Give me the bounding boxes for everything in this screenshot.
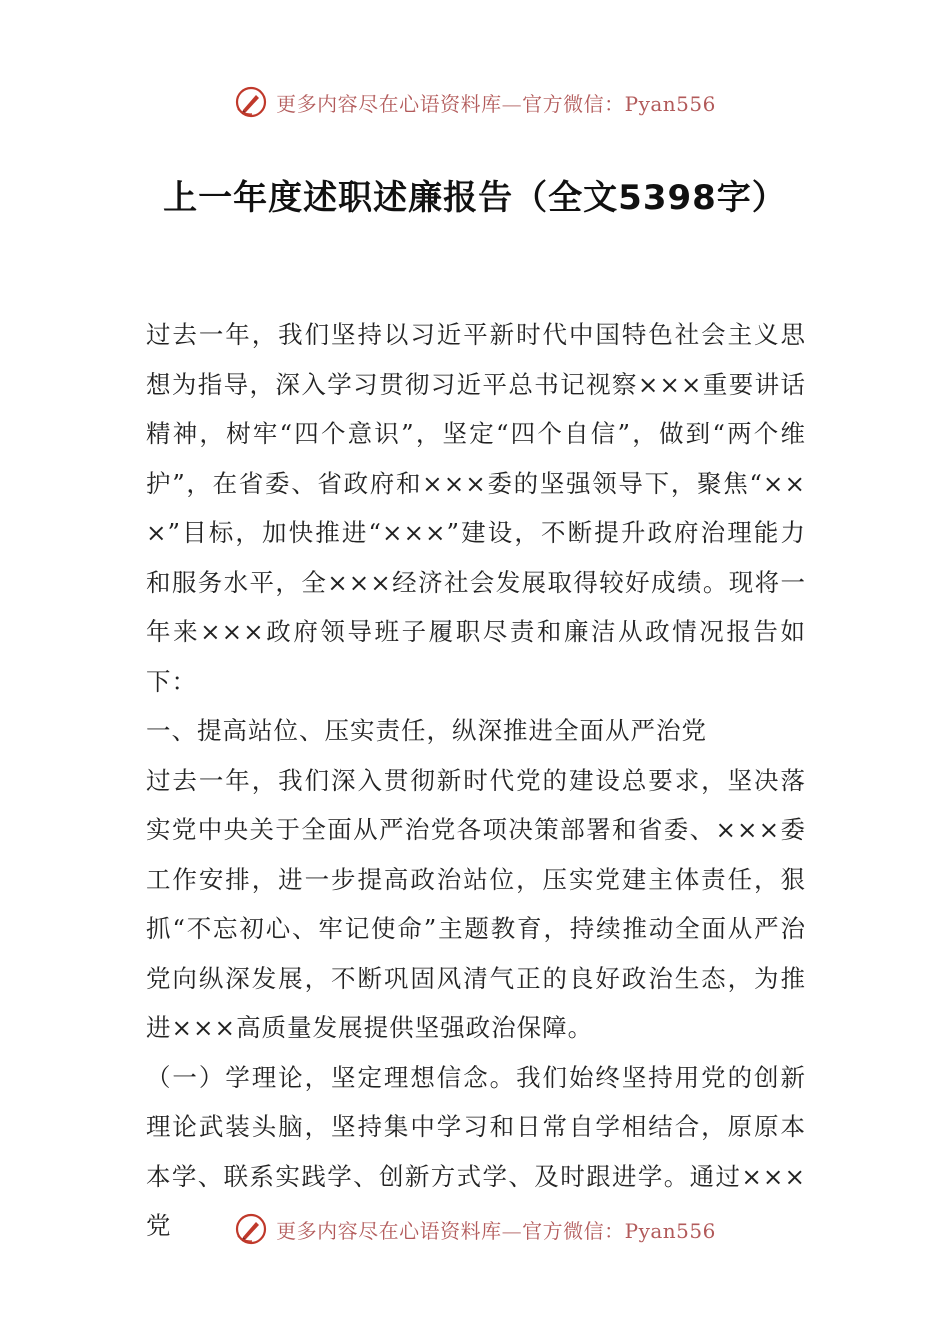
body-paragraph: 过去一年，我们深入贯彻新时代党的建设总要求，坚决落实党中央关于全面从严治党各项决策部署和省委、×××委工作安排，进一步提高政治站位，压实党建主体责任，狠抓“不忘初心、牢记使命”主题教育，持续推动全面从严治党向纵深发展，不断巩固风清气正的良好政治生态，为推进×××高质量发展提供坚强政治保障。 [146, 765, 806, 1042]
section-heading: 一、提高站位、压实责任，纵深推进全面从严治党 [146, 716, 707, 745]
footer-banner [0, 1209, 950, 1249]
header-banner-separator: — [501, 91, 523, 116]
footer-banner-text [276, 1215, 716, 1244]
footer-banner-suffix: 官方微信：Pyan556 [522, 1218, 716, 1243]
pen-logo-icon [234, 85, 268, 119]
footer-banner-separator: — [501, 1218, 523, 1243]
body-paragraph: 过去一年，我们坚持以习近平新时代中国特色社会主义思想为指导，深入学习贯彻习近平总书记视察×××重要讲话精神，树牢“四个意识”，坚定“四个自信”，做到“两个维护”，在省委、省政府和×××委的坚强领导下，聚焦“×××”目标，加快推进“×××”建设，不断提升政府治理能力和服务水平，全×××经济社会发展取得较好成绩。现将一年来×××政府领导班子履职尽责和廉洁从政情况报告如下： [146, 320, 806, 696]
footer-banner-main: 更多内容尽在心语资料库 [276, 1218, 502, 1243]
document-body [146, 310, 806, 1251]
subsection-paragraph: （一）学理论，坚定理想信念。我们始终坚持用党的创新理论武装头脑，坚持集中学习和日常自学相结合，原原本本学、联系实践学、创新方式学、及时跟进学。通过×××党 [146, 1062, 806, 1240]
document-title: 上一年度述职述廉报告（全文5398字） [163, 178, 787, 218]
header-banner-main: 更多内容尽在心语资料库 [276, 91, 502, 116]
header-banner [0, 82, 950, 122]
header-banner-text [276, 88, 716, 117]
header-banner-suffix: 官方微信：Pyan556 [522, 91, 716, 116]
pen-logo-icon [234, 1212, 268, 1246]
